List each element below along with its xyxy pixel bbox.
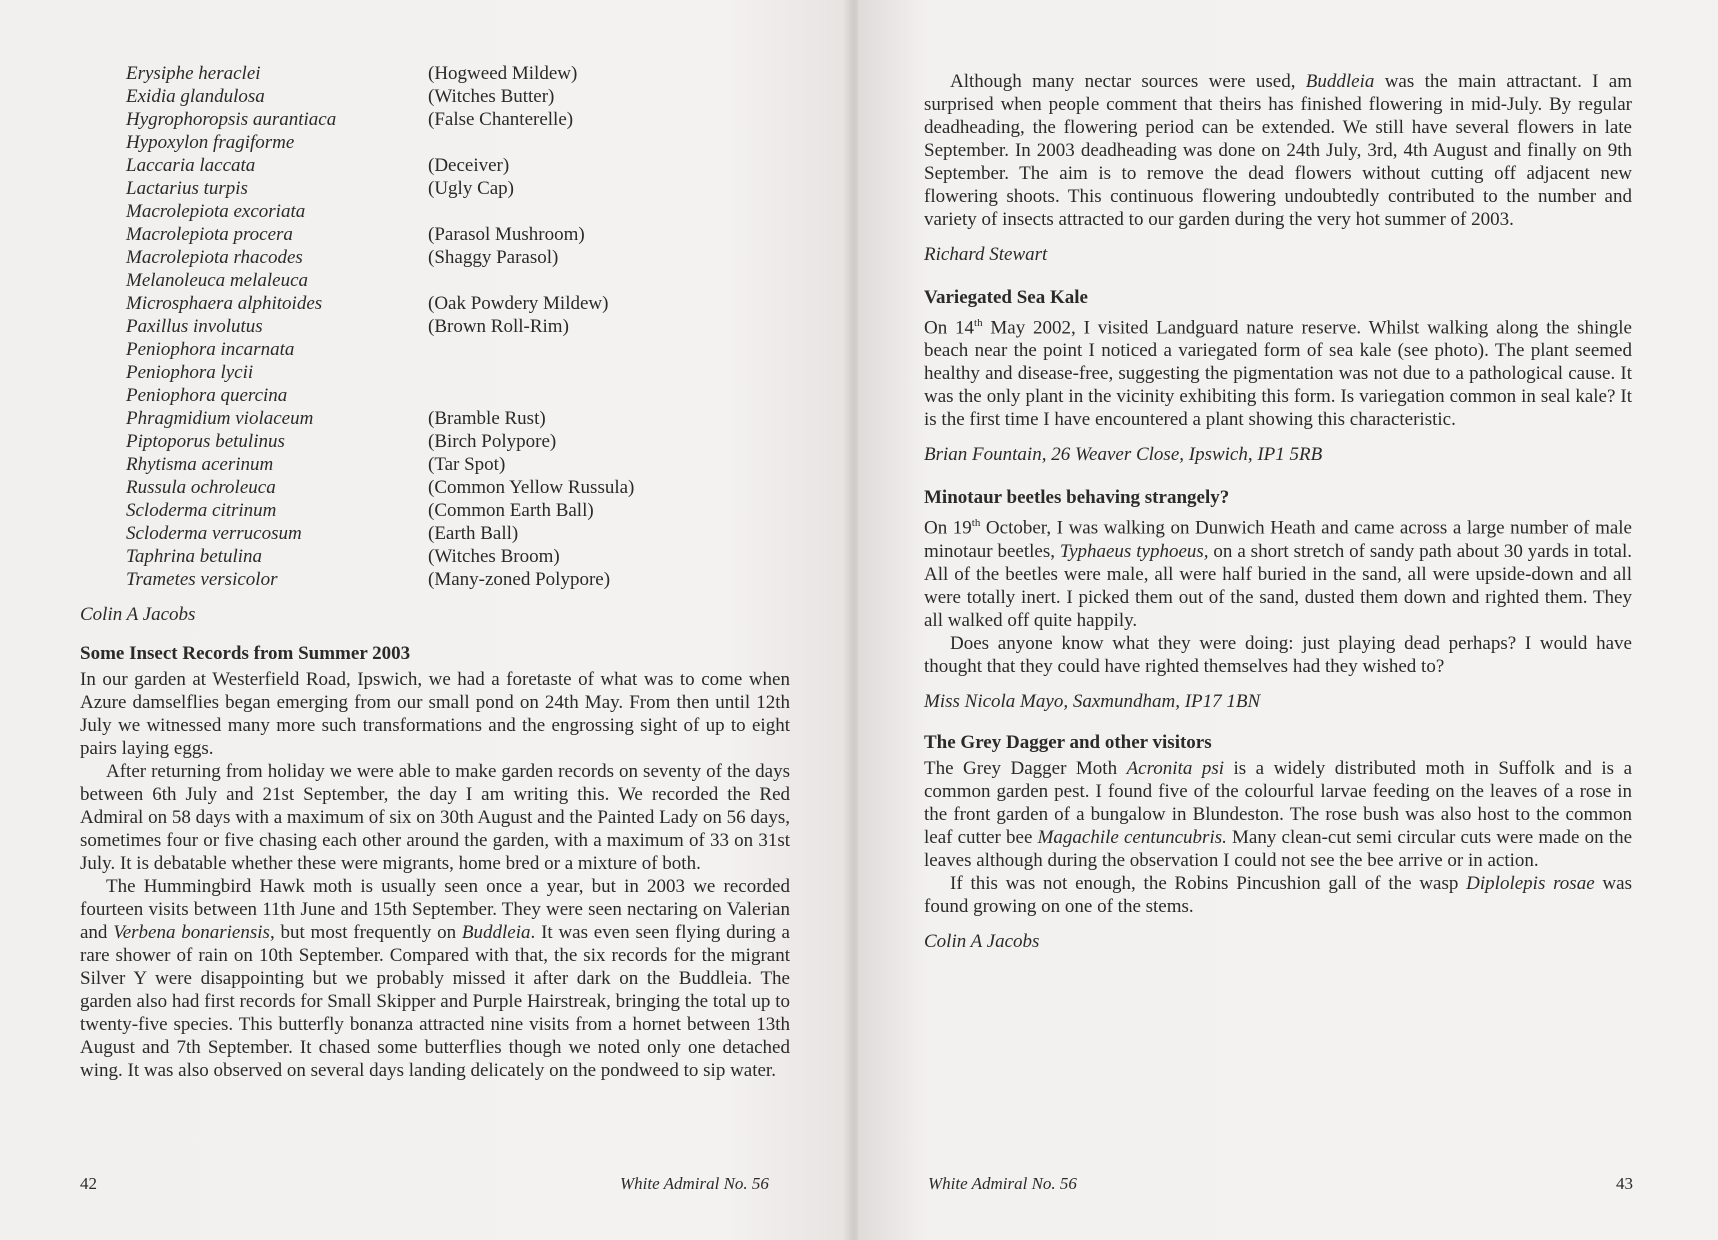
species-common-name: (Common Earth Ball) [428, 500, 594, 521]
species-row [80, 131, 790, 154]
species-latin-name: Piptoporus betulinus [126, 431, 285, 452]
signature: Colin A Jacobs [80, 604, 196, 625]
left-page [0, 0, 850, 1240]
species-latin-name: Scloderma citrinum [126, 500, 277, 521]
species-row [80, 200, 790, 223]
species-row [80, 407, 790, 430]
species-latin-name: Lactarius turpis [126, 178, 248, 199]
paragraph: Does anyone know what they were doing: just playing dead perhaps? I would have thought that they could have righted themselves had they wished to? [924, 632, 1632, 677]
species-row [80, 223, 790, 246]
species-latin-name: Trametes versicolor [126, 569, 278, 590]
species-row [80, 476, 790, 499]
paragraph: In our garden at Westerfield Road, Ipswich, we had a foretaste of what was to come when Azure damselflies began emerging from our small pond on 24th May. From then until 12th July we witnessed many more such transformations and the engrossing sight of up to eight pairs laying eggs. [80, 669, 790, 759]
species-latin-name: Macrolepiota rhacodes [126, 247, 303, 268]
species-latin-name: Taphrina betulina [126, 546, 263, 567]
left-column [80, 62, 790, 1082]
section-heading: Variegated Sea Kale [924, 287, 1088, 308]
paragraph: The Grey Dagger Moth Acronita psi is a widely distributed moth in Suffolk and is a common garden pest. I found five of the colourful larvae feeding on the leaves of a rose in the front garden of a bungalow in Blundeston. The rose bush was also host to the common leaf cutter bee Magachile centuncubris. Many clean-cut semi circular cuts were made on the leaves although during the observation I could not see the bee arrive or in action. [924, 757, 1632, 871]
right-page [858, 0, 1718, 1240]
species-common-name: (Deceiver) [428, 155, 510, 176]
species-common-name [428, 200, 790, 223]
species-row [80, 315, 790, 338]
species-row [80, 177, 790, 200]
species-common-name: (Shaggy Parasol) [428, 247, 559, 268]
species-common-name: (Earth Ball) [428, 523, 519, 544]
species-row [80, 108, 790, 131]
species-latin-name: Microsphaera alphitoides [126, 293, 323, 314]
species-row [80, 384, 790, 407]
species-common-name: (Hogweed Mildew) [428, 63, 578, 84]
species-latin-name: Scloderma verrucosum [126, 523, 302, 544]
species-latin-name: Laccaria laccata [126, 155, 256, 176]
species-row [80, 62, 790, 85]
species-latin-name: Macrolepiota excoriata [126, 201, 306, 222]
species-row [80, 269, 790, 292]
species-common-name: (Brown Roll-Rim) [428, 316, 569, 337]
species-row [80, 85, 790, 108]
signature: Brian Fountain, 26 Weaver Close, Ipswich, IP1 5RB [924, 444, 1323, 466]
species-latin-name: Phragmidium violaceum [126, 408, 314, 429]
species-row [80, 246, 790, 269]
paragraph: Although many nectar sources were used, Buddleia was the main attractant. I am surprised when people comment that theirs has finished flowering in mid-July. By regular deadheading, the flowering period can be extended. We still have several flowers in late September. In 2003 deadheading was done on 24th July, 3rd, 4th August and finally on 9th September. The aim is to remove the dead flowers without cutting off adjacent new flowering shoots. This continuous flowering undoubtedly contributed to the number and variety of insects attracted to our garden during the very hot summer of 2003. [924, 71, 1633, 230]
species-latin-name: Peniophora quercina [126, 385, 288, 406]
section-heading: The Grey Dagger and other visitors [924, 731, 1212, 753]
species-row [80, 453, 790, 476]
right-column [924, 70, 1632, 953]
species-common-name [428, 338, 790, 361]
species-latin-name: Rhytisma acerinum [126, 454, 274, 475]
species-latin-name: Hygrophoropsis aurantiaca [126, 109, 337, 130]
species-common-name: (Witches Broom) [428, 546, 560, 567]
species-common-name [428, 361, 790, 384]
page-number: 42 [80, 1174, 97, 1193]
species-row [80, 545, 790, 568]
species-latin-name: Melanoleuca melaleuca [126, 270, 309, 291]
species-row [80, 361, 790, 384]
paragraph: The Hummingbird Hawk moth is usually seen once a year, but in 2003 we recorded fourteen visits between 11th June and 15th September. They were seen nectaring on Valerian and Verbena bonariensis, but most frequently on Buddleia. It was even seen flying during a rare shower of rain on 10th September. Compared with that, the six records for the migrant Silver Y were disappointing but we probably missed it after dark on the Buddleia. The garden also had first records for Small Skipper and Purple Hairstreak, bringing the total up to twenty-five species. This butterfly bonanza attracted nine visits from a hornet between 13th August and 7th September. It chased some butterflies though we noted only one detached wing. It was also observed on several days landing delicately on the pondweed to sip water. [80, 876, 790, 1081]
section-heading: Some Insect Records from Summer 2003 [80, 643, 411, 664]
species-common-name [428, 131, 790, 154]
species-latin-name: Peniophora lycii [126, 362, 254, 383]
paragraph: On 19th October, I was walking on Dunwich Heath and came across a large number of male minotaur beetles, Typhaeus typhoeus, on a short stretch of sandy path about 30 yards in total. All of the beetles were male, all were half buried in the sand, all were upside-down and all were totally inert. I picked them out of the sand, dusted them down and righted them. They all walked off quite happily. [924, 517, 1632, 631]
species-common-name: (Ugly Cap) [428, 178, 515, 199]
species-latin-name: Peniophora incarnata [126, 339, 295, 360]
species-latin-name: Macrolepiota procera [126, 224, 293, 245]
species-latin-name: Exidia glandulosa [126, 86, 265, 107]
species-common-name: (False Chanterelle) [428, 109, 574, 130]
species-row [80, 568, 790, 591]
species-row [80, 522, 790, 545]
signature: Colin A Jacobs [924, 930, 1040, 952]
species-row [80, 292, 790, 315]
species-common-name [428, 269, 790, 292]
species-latin-name: Paxillus involutus [126, 316, 263, 337]
species-common-name: (Birch Polypore) [428, 431, 557, 452]
section-heading: Minotaur beetles behaving strangely? [924, 487, 1230, 509]
paragraph: On 14th May 2002, I visited Landguard nature reserve. Whilst walking along the shingle beach near the point I noticed a variegated form of sea kale (see photo). The plant seemed healthy and disease-free, suggesting the pigmentation was not due to a pathological cause. It was the only plant in the vicinity exhibiting this form. Is variegation common in seal kale? It is the first time I have encountered a plant showing this characteristic. [924, 317, 1632, 431]
species-latin-name: Russula ochroleuca [126, 477, 276, 498]
species-common-name: (Oak Powdery Mildew) [428, 293, 609, 314]
page-number: 43 [1616, 1174, 1633, 1193]
species-common-name: (Common Yellow Russula) [428, 477, 635, 498]
species-row [80, 154, 790, 177]
species-row [80, 499, 790, 522]
species-common-name: (Bramble Rust) [428, 408, 546, 429]
paragraph: After returning from holiday we were able to make garden records on seventy of the days between 6th July and 21st September, the day I am writing this. We recorded the Red Admiral on 58 days with a maximum of six on 30th August and the Painted Lady on 56 days, sometimes four or five chasing each other around the garden, with a maximum of 33 on 31st July. It is debatable whether these were migrants, home bred or a mixture of both. [80, 761, 790, 874]
species-latin-name: Hypoxylon fragiforme [126, 132, 295, 153]
species-common-name: (Tar Spot) [428, 454, 506, 475]
species-row [80, 338, 790, 361]
species-common-name: (Many-zoned Polypore) [428, 569, 611, 590]
species-common-name: (Witches Butter) [428, 86, 555, 107]
species-common-name [428, 384, 790, 407]
species-common-name: (Parasol Mushroom) [428, 224, 585, 245]
species-latin-name: Erysiphe heraclei [126, 63, 261, 84]
signature: Miss Nicola Mayo, Saxmundham, IP17 1BN [924, 690, 1261, 712]
journal-title: White Admiral No. 56 [620, 1174, 769, 1193]
paragraph: If this was not enough, the Robins Pincushion gall of the wasp Diplolepis rosae was found growing on one of the stems. [924, 872, 1632, 917]
journal-title: White Admiral No. 56 [928, 1174, 1077, 1193]
signature: Richard Stewart [924, 244, 1048, 265]
species-list [80, 62, 790, 591]
species-row [80, 430, 790, 453]
